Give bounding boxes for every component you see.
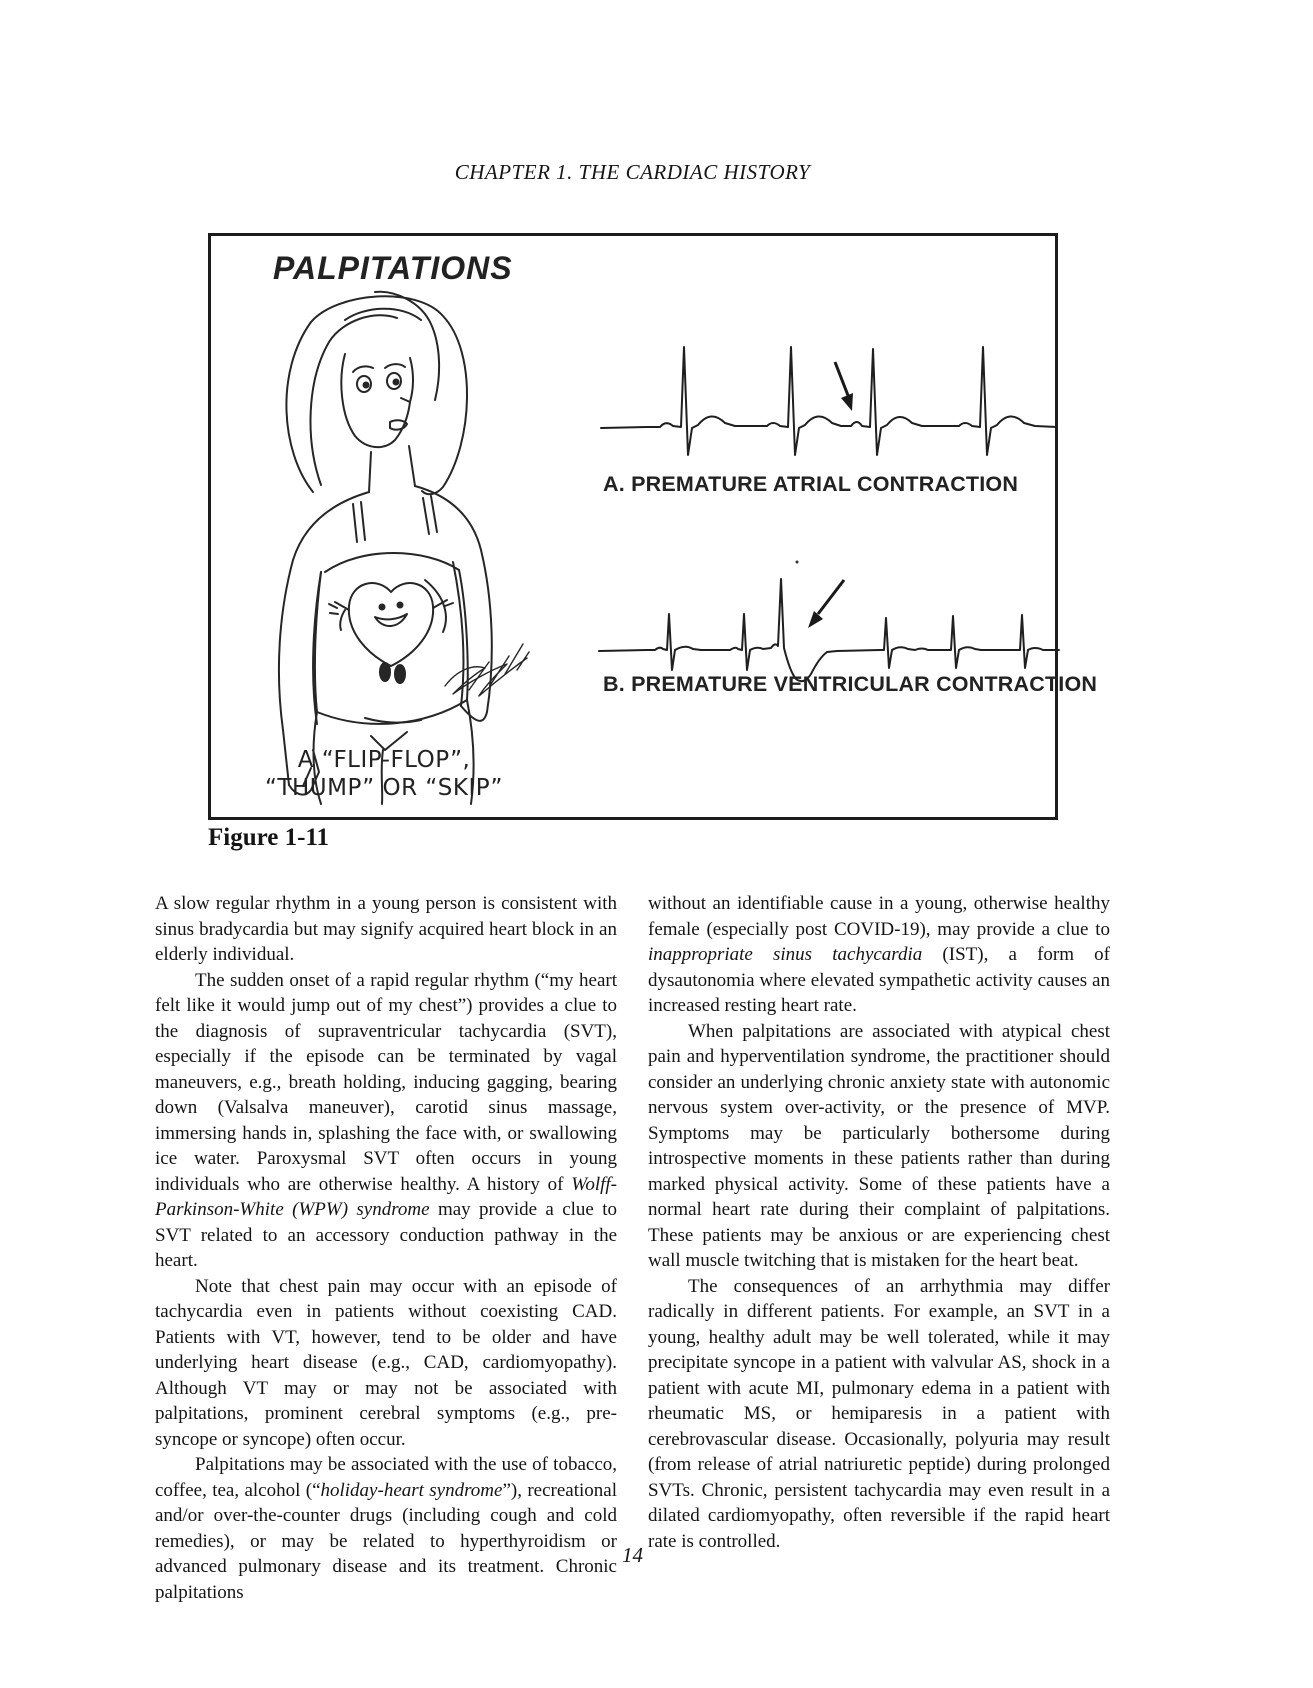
- artist-signature: [439, 634, 535, 704]
- woman-illustration: [225, 280, 537, 808]
- speech-caption-line1: A “FLIP-FLOP”,: [297, 747, 471, 773]
- figure-1-11-box: [208, 233, 1098, 820]
- body-right-column: [648, 891, 1110, 1554]
- body-paragraph: Palpitations may be associated with the use of tobacco, coffee, tea, alcohol (“holiday-heart syndrome”), recreational and/or over-the-counter drugs (including cough and cold remedies), or may be related to hyperthyroidism or advanced pulmonary disease and its treatment. Chronic palpitations: [155, 1454, 617, 1603]
- body-paragraph: Note that chest pain may occur with an episode of tachycardia even in patients without coexisting CAD. Patients with VT, however, tend to be older and have underlying heart disease (e.g., CAD, cardiomyopathy). Although VT may or may not be associated with palpitations, prominent cerebral symptoms (e.g., pre-syncope or syncope) often occur.: [155, 1275, 617, 1450]
- trace-a-label: A. PREMATURE ATRIAL CONTRACTION: [603, 472, 1019, 496]
- figure-title: PALPITATIONS: [273, 250, 513, 286]
- body-paragraph: A slow regular rhythm in a young person is consistent with sinus bradycardia but may signify acquired heart block in an elderly individual.: [155, 893, 617, 965]
- chapter-header: CHAPTER 1. THE CARDIAC HISTORY: [454, 160, 811, 184]
- body-paragraph: The consequences of an arrhythmia may differ radically in different patients. For example, an SVT in a young, healthy adult may be well tolerated, while it may precipitate syncope in a patient with valvular AS, shock in a patient with acute MI, pulmonary edema in a patient with rheumatic MS, or hemiparesis in a patient with cerebrovascular disease. Occasionally, polyuria may result (from release of atrial natriuretic peptide) during prolonged SVTs. Chronic, persistent tachycardia may even result in a dilated cardiomyopathy, often reversible if the rapid heart rate is controlled.: [648, 1275, 1110, 1552]
- figure-caption: Figure 1-11: [208, 824, 330, 851]
- trace-b-label: B. PREMATURE VENTRICULAR CONTRACTION: [603, 672, 1098, 696]
- speech-caption-line2: “THUMP” OR “SKIP”: [265, 775, 503, 801]
- figure-speech-caption: [229, 746, 539, 802]
- body-paragraph: When palpitations are associated with atypical chest pain and hyperventilation syndrome, the practitioner should consider an underlying chronic anxiety state with autonomic nervous system over-activity, or the presence of MVP. Symptoms may be particularly bothersome during introspective moments in these patients rather than during marked physical activity. Some of these patients have a normal heart rate during their complaint of palpitations. These patients may be anxious or are experiencing chest wall muscle twitching that is mistaken for the heart beat.: [648, 1020, 1110, 1271]
- ecg-trace-premature-atrial-contraction: [599, 314, 1059, 474]
- body-left-column: [155, 891, 617, 1605]
- body-paragraph: without an identifiable cause in a young, otherwise healthy female (especially post COVID-19), may provide a clue to inappropriate sinus tachycardia (IST), a form of dysautonomia where elevated sympathetic activity causes an increased resting heart rate.: [648, 893, 1110, 1016]
- page-number: 14: [622, 1543, 643, 1567]
- body-paragraph: The sudden onset of a rapid regular rhythm (“my heart felt like it would jump out of my chest”) provides a clue to the diagnosis of supraventricular tachycardia (SVT), especially if the episode can be terminated by vagal maneuvers, e.g., breath holding, inducing gagging, bearing down (Valsalva maneuver), carotid sinus massage, immersing hands in, splashing the face with, or swallowing ice water. Paroxysmal SVT often occurs in young individuals who are otherwise healthy. A history of Wolff-Parkinson-White (WPW) syndrome may provide a clue to SVT related to an accessory conduction pathway in the heart.: [155, 969, 618, 1271]
